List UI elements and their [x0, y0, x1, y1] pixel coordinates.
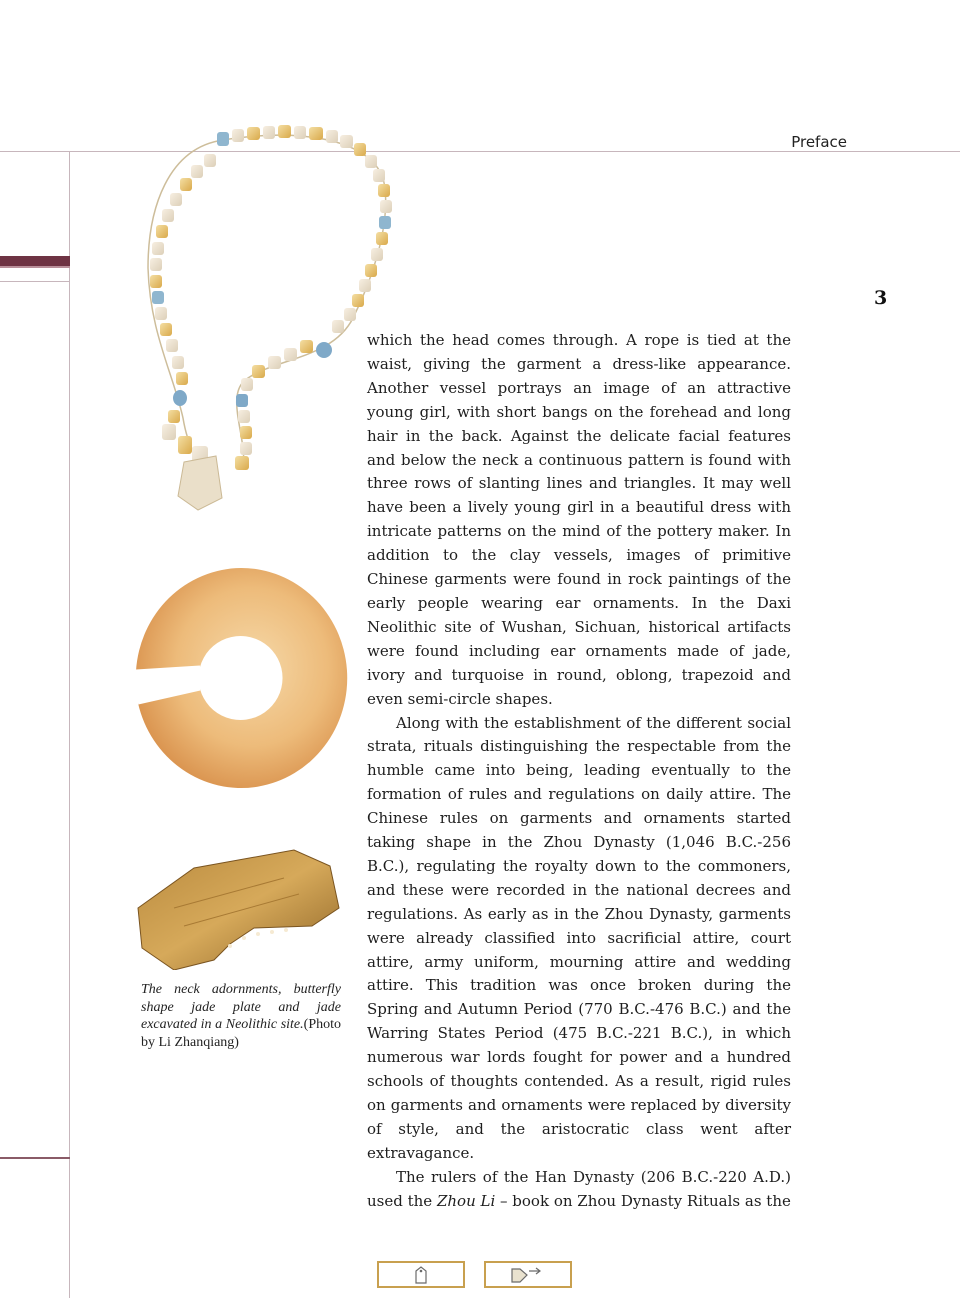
margin-rule-horizontal — [0, 281, 70, 282]
accent-bar — [0, 256, 70, 266]
accent-bar-thin — [0, 266, 70, 268]
figure-caption — [141, 981, 341, 1051]
page-number: 3 — [874, 287, 888, 309]
paragraph-text: – book on Zhou Dynasty Rituals as the — [495, 1191, 791, 1210]
body-text — [367, 329, 791, 1214]
paragraph: which the head comes through. A rope is tied at the waist, giving the garment a dress-like appearance. Another vessel portrays an image of an attractive young girl, with short bangs on the forehead and long hair in the back. Against the delicate facial features and below the neck a continuous pattern is found with three rows of slanting lines and triangles. It may well have been a lively young girl in a beautiful dress with intricate patterns on the mind of the pottery maker. In addition to the clay vessels, images of primitive Chinese garments were found in rock paintings of the early people wearing ear ornaments. In the Daxi Neolithic site of Wushan, Sichuan, historical artifacts were found including ear ornaments made of jade, ivory and turquoise in round, oblong, trapezoid and even semi-circle shapes. — [367, 331, 791, 708]
tag-icon — [413, 1265, 429, 1285]
margin-rule-vertical — [69, 151, 70, 1298]
jade-ring-image — [130, 563, 352, 793]
caption-credit: (Photo by Li Zhanqiang) — [141, 1017, 341, 1050]
paragraph — [367, 1166, 791, 1214]
paragraph: Along with the establishment of the different social strata, rituals distinguishing the respectable from the humble came into being, leading eventually to the formation of rules and regulations on daily attire. The Chinese rules on garments and ornaments started taking shape in the Zhou Dynasty (1,046 B.C.-256 B.C.), regulating the royalty down to the commoners, and these were recorded in the national decrees and regulations. As early as in the Zhou Dynasty, garments were already classified into sacrificial attire, court attire, army uniform, mourning attire and wedding attire. This tradition was once broken during the Spring and Autumn Period (770 B.C.-476 B.C.) and the Warring States Period (475 B.C.-221 B.C.), in which numerous war lords fought for power and a hundred schools of thoughts contended. As a result, rigid rules on garments and ornaments were replaced by diversity of style, and the aristocratic class went after extravagance. — [367, 713, 791, 1162]
jade-plate-image — [134, 848, 344, 970]
next-page-button[interactable] — [484, 1261, 572, 1288]
previous-page-button[interactable] — [377, 1261, 465, 1288]
tag-arrow-icon — [510, 1265, 546, 1285]
caption-text: The neck adornments, butterfly shape jade plate and jade excavated in a Neolithic site. — [141, 982, 341, 1032]
margin-rule-bottom — [0, 1157, 70, 1159]
running-head: Preface — [791, 133, 847, 151]
book-title: Zhou Li — [436, 1191, 496, 1210]
necklace-image — [128, 118, 408, 518]
paragraph-text: The rulers of the Han Dynasty (206 B.C.-220 A.D.) used the — [367, 1167, 791, 1210]
